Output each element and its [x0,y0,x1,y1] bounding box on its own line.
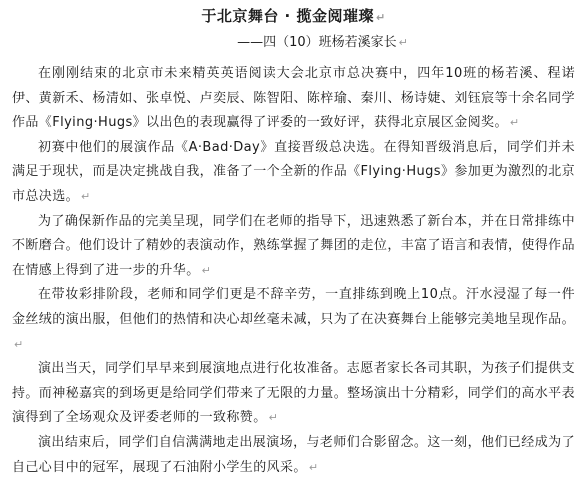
article-paragraph-2 [12,136,575,210]
paragraph-mark-icon: ↵ [14,337,24,351]
paragraph-text: 在刚刚结束的北京市未来精英英语阅读大会北京市总决赛中，四年10班的杨若溪、程诺伊、黄新禾、杨清如、张卓悦、卢奕辰、陈智阳、陈梓瑜、秦川、杨诗婕、刘钰宸等十余名同学作品《Flying·Hugs》以出色的表现赢得了评委的一致好评，获得北京展区金阅奖。 [12,66,575,131]
paragraph-text: 演出结束后，同学们自信满满地走出展演场，与老师们合影留念。这一刻，他们已经成为了自己心目中的冠军，展现了石油附小学生的风采。 [12,434,575,475]
paragraph-mark-icon: ↵ [81,189,91,203]
paragraph-text: 初赛中他们的展演作品《A·Bad·Day》直接晋级总决选。在得知晋级消息后，同学们并未满足于现状，而是决定挑战自我，准备了一个全新的作品《Flying·Hugs》参加更为激烈的北京市总决选。 [12,139,575,204]
paragraph-mark-icon: ↵ [375,11,386,24]
article-paragraph-5 [12,357,575,431]
paragraph-mark-icon: ↵ [308,460,319,474]
article-title-text: 于北京舞台 · 揽金阅璀璨 [201,7,374,25]
paragraph-mark-icon: ↵ [509,116,520,130]
article-paragraph-3 [12,210,575,284]
paragraph-text: 为了确保新作品的完美呈现，同学们在老师的指导下，迅速熟悉了新台本，并在日常排练中不断磨合。他们设计了精妙的表演动作，熟练掌握了舞团的走位，丰富了语言和表情，使得作品在情感上得到了进一步的升华。 [12,213,575,278]
article-title [12,6,575,28]
article-paragraph-1 [12,62,575,136]
article-paragraph-6 [12,431,575,480]
article-byline-text: ——四（10）班杨若溪家长 [237,35,397,50]
paragraph-text: 在带妆彩排阶段，老师和同学们更是不辞辛劳，一直排练到晚上10点。汗水浸湿了每一件金丝绒的演出服，但他们的热情和决心却丝毫未减，只为了在决赛舞台上能够完美地呈现作品。 [12,287,575,327]
paragraph-text: 演出当天，同学们早早来到展演地点进行化妆准备。志愿者家长各司其职，为孩子们提供支持。而神秘嘉宾的到场更是给同学们带来了无限的力量。整场演出十分精彩，同学们的高水平表演得到了全场观众及评委老师的一致称赞。 [12,361,575,426]
article-byline [70,34,575,52]
paragraph-mark-icon: ↵ [268,411,279,425]
paragraph-mark-icon: ↵ [201,263,212,277]
paragraph-mark-icon: ↵ [398,36,408,49]
article-paragraph-4 [12,283,575,357]
